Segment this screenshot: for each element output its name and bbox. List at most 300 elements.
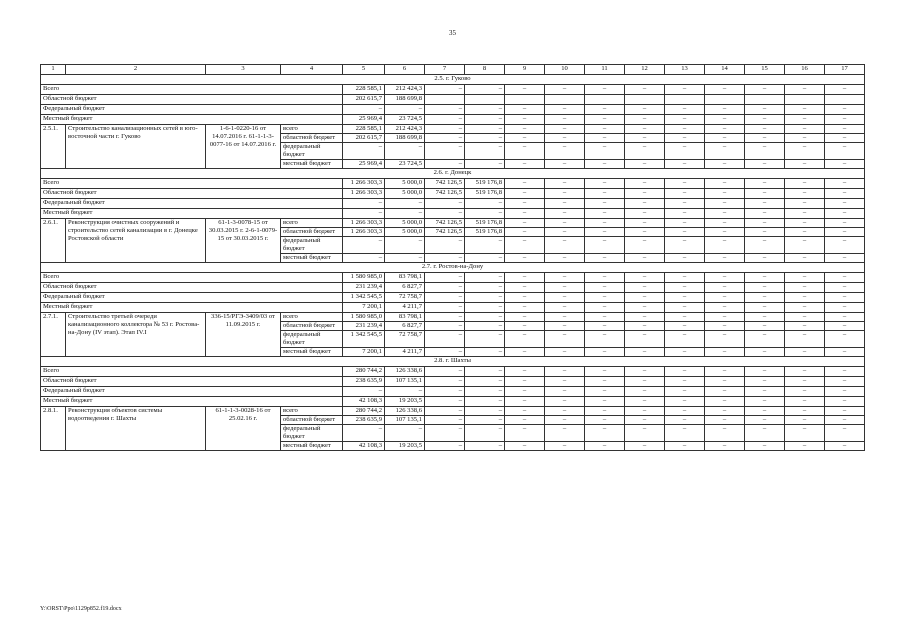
value-cell: – [465,313,505,322]
value-cell: – [625,407,665,416]
value-cell: 5 000,0 [385,179,425,189]
total-label: Федеральный бюджет [41,387,343,397]
value-cell: – [625,303,665,313]
item-name: Реконструкция очистных сооружений и строительство сетей канализации в г. Донецке Ростовской области [66,219,206,263]
value-cell: – [425,293,465,303]
value-cell: 202 615,7 [343,134,385,143]
value-cell: – [825,209,865,219]
value-cell: – [825,254,865,263]
value-cell: – [465,348,505,357]
budget-kind: местный бюджет [281,160,343,169]
value-cell: 1 266 303,3 [343,189,385,199]
value-cell: – [425,115,465,125]
value-cell: 42 108,3 [343,442,385,451]
budget-kind: федеральный бюджет [281,143,343,160]
value-cell: – [705,254,745,263]
section-title: 2.5. г. Гуково [41,75,865,85]
value-cell: – [745,322,785,331]
value-cell: – [705,105,745,115]
value-cell: – [625,442,665,451]
value-cell: – [665,125,705,134]
value-cell: – [343,254,385,263]
value-cell: – [585,209,625,219]
value-cell [825,95,865,105]
value-cell: – [625,313,665,322]
value-cell: – [505,407,545,416]
value-cell: – [343,143,385,160]
section-title-row [41,357,865,367]
value-cell: 42 108,3 [343,397,385,407]
section-title: 2.8. г. Шахты [41,357,865,367]
value-cell: – [825,322,865,331]
value-cell: – [745,228,785,237]
value-cell: – [785,407,825,416]
value-cell: – [745,303,785,313]
value-cell: 19 203,5 [385,397,425,407]
value-cell: – [505,367,545,377]
value-cell: – [465,367,505,377]
value-cell: 280 744,2 [343,407,385,416]
value-cell: – [465,425,505,442]
value-cell: – [705,313,745,322]
value-cell: – [425,397,465,407]
value-cell: – [745,254,785,263]
section-title-row [41,169,865,179]
value-cell: – [625,331,665,348]
value-cell: – [625,237,665,254]
value-cell: – [545,237,585,254]
item-code: 336-15/РГЭ-3409/03 от 11.09.2015 г. [206,313,281,357]
value-cell: – [545,416,585,425]
value-cell: – [665,367,705,377]
section-title-row [41,263,865,273]
value-cell: – [785,219,825,228]
value-cell: 238 635,9 [343,377,385,387]
value-cell: – [825,331,865,348]
value-cell: – [585,367,625,377]
value-cell: 107 135,1 [385,377,425,387]
value-cell: – [785,377,825,387]
value-cell: – [825,397,865,407]
value-cell: – [425,125,465,134]
value-cell: – [745,219,785,228]
value-cell: – [505,293,545,303]
value-cell: – [705,407,745,416]
header-cell: 12 [625,65,665,75]
total-label: Местный бюджет [41,115,343,125]
value-cell: – [585,105,625,115]
value-cell: – [745,283,785,293]
budget-kind: федеральный бюджет [281,331,343,348]
total-label: Федеральный бюджет [41,293,343,303]
value-cell: – [425,377,465,387]
value-cell: – [385,387,425,397]
value-cell: – [545,442,585,451]
value-cell: – [585,273,625,283]
value-cell: – [825,237,865,254]
total-row [41,179,865,189]
value-cell: – [825,442,865,451]
value-cell: – [745,199,785,209]
value-cell: – [665,254,705,263]
value-cell: – [745,85,785,95]
value-cell: – [625,348,665,357]
value-cell: – [785,125,825,134]
value-cell: 83 798,1 [385,273,425,283]
value-cell: – [505,143,545,160]
value-cell: – [785,179,825,189]
total-label: Федеральный бюджет [41,105,343,115]
value-cell: – [585,322,625,331]
value-cell: – [705,303,745,313]
value-cell: – [505,387,545,397]
value-cell: – [545,425,585,442]
value-cell: – [465,407,505,416]
value-cell: – [505,189,545,199]
value-cell: – [545,331,585,348]
total-label: Местный бюджет [41,303,343,313]
value-cell: – [505,303,545,313]
value-cell: – [545,254,585,263]
total-label: Федеральный бюджет [41,199,343,209]
value-cell: – [825,416,865,425]
value-cell: – [705,85,745,95]
value-cell: – [385,105,425,115]
value-cell: – [425,143,465,160]
value-cell: – [505,442,545,451]
value-cell: 5 000,0 [385,189,425,199]
value-cell: – [745,331,785,348]
value-cell: – [785,273,825,283]
value-cell: 231 239,4 [343,283,385,293]
value-cell: – [425,416,465,425]
value-cell [665,95,705,105]
value-cell: – [665,179,705,189]
value-cell: – [785,85,825,95]
value-cell: – [545,377,585,387]
value-cell: – [745,115,785,125]
value-cell: – [825,125,865,134]
value-cell: – [585,425,625,442]
value-cell: – [505,134,545,143]
value-cell: – [665,303,705,313]
value-cell: – [545,199,585,209]
value-cell: – [705,219,745,228]
value-cell: – [545,115,585,125]
value-cell: – [343,105,385,115]
value-cell: – [665,273,705,283]
section-title-row [41,75,865,85]
value-cell: 126 338,6 [385,367,425,377]
value-cell: – [465,115,505,125]
value-cell: – [425,387,465,397]
value-cell: – [505,209,545,219]
section-title: 2.6. г. Донецк [41,169,865,179]
header-cell: 2 [66,65,206,75]
value-cell: – [465,331,505,348]
table-body [41,65,865,451]
header-cell: 17 [825,65,865,75]
value-cell: – [785,387,825,397]
value-cell: – [745,416,785,425]
value-cell: – [785,189,825,199]
value-cell: – [625,219,665,228]
value-cell: – [825,283,865,293]
header-cell: 9 [505,65,545,75]
value-cell: – [465,237,505,254]
value-cell: 1 266 303,3 [343,179,385,189]
header-cell: 5 [343,65,385,75]
value-cell: – [465,416,505,425]
value-cell: – [825,160,865,169]
item-name: Реконструкция объектов системы водоотведения г. Шахты [66,407,206,451]
value-cell [425,95,465,105]
item-number: 2.6.1. [41,219,66,263]
total-label: Местный бюджет [41,397,343,407]
value-cell: – [825,293,865,303]
header-row [41,65,865,75]
value-cell: – [505,219,545,228]
total-row [41,377,865,387]
value-cell: 188 699,8 [385,134,425,143]
value-cell: – [385,209,425,219]
value-cell: – [625,416,665,425]
value-cell: – [705,273,745,283]
value-cell: – [665,283,705,293]
item-code: 61-1-3-0078-15 от 30.03.2015 г. 2-6-1-0079-15 от 30.03.2015 г. [206,219,281,263]
value-cell: – [745,209,785,219]
value-cell: – [785,416,825,425]
value-cell: 7 200,1 [343,348,385,357]
value-cell: – [705,160,745,169]
value-cell: – [665,331,705,348]
total-label: Местный бюджет [41,209,343,219]
value-cell: – [665,416,705,425]
value-cell: – [585,348,625,357]
item-number: 2.5.1. [41,125,66,169]
value-cell: – [585,303,625,313]
value-cell: 1 580 985,0 [343,273,385,283]
value-cell: – [343,237,385,254]
value-cell: – [665,397,705,407]
value-cell: – [545,348,585,357]
value-cell: – [625,254,665,263]
value-cell: – [425,237,465,254]
value-cell: 5 000,0 [385,228,425,237]
value-cell: – [585,179,625,189]
value-cell: 202 615,7 [343,95,385,105]
value-cell: – [785,293,825,303]
value-cell: – [545,125,585,134]
value-cell: – [785,105,825,115]
value-cell: – [545,367,585,377]
value-cell: – [343,387,385,397]
value-cell: – [825,219,865,228]
value-cell: – [665,387,705,397]
value-cell [505,95,545,105]
value-cell: 1 266 303,3 [343,219,385,228]
value-cell: – [745,442,785,451]
value-cell: 188 699,8 [385,95,425,105]
value-cell: – [625,134,665,143]
value-cell: – [585,387,625,397]
value-cell: – [785,322,825,331]
value-cell: – [625,273,665,283]
value-cell: – [585,219,625,228]
value-cell: 519 176,8 [465,189,505,199]
value-cell: – [505,397,545,407]
value-cell: – [745,134,785,143]
value-cell: 107 135,1 [385,416,425,425]
value-cell: – [625,322,665,331]
value-cell: – [665,377,705,387]
value-cell: – [825,85,865,95]
value-cell: – [465,160,505,169]
value-cell: 126 338,6 [385,407,425,416]
value-cell: 4 211,7 [385,303,425,313]
total-row [41,105,865,115]
value-cell: – [585,85,625,95]
value-cell: 19 203,5 [385,442,425,451]
total-label: Всего [41,85,343,95]
value-cell: – [343,209,385,219]
budget-kind: всего [281,313,343,322]
budget-kind: всего [281,407,343,416]
value-cell: – [785,331,825,348]
value-cell: – [385,143,425,160]
value-cell: – [825,228,865,237]
value-cell: – [505,115,545,125]
budget-kind: федеральный бюджет [281,237,343,254]
value-cell: – [825,313,865,322]
value-cell: – [665,115,705,125]
value-cell: – [625,189,665,199]
value-cell: – [625,377,665,387]
value-cell: – [745,407,785,416]
value-cell: 212 424,3 [385,85,425,95]
value-cell: – [505,331,545,348]
budget-kind: областной бюджет [281,134,343,143]
header-cell: 8 [465,65,505,75]
value-cell: – [705,134,745,143]
header-cell: 4 [281,65,343,75]
total-label: Всего [41,179,343,189]
value-cell: – [465,397,505,407]
value-cell: – [425,322,465,331]
value-cell: – [665,219,705,228]
footer-path: Y:\ORST\Ppo\1129p852.f19.docx [40,606,122,612]
value-cell: – [545,313,585,322]
value-cell: – [585,416,625,425]
value-cell: – [825,134,865,143]
value-cell: – [665,160,705,169]
value-cell: – [585,331,625,348]
value-cell: – [465,199,505,209]
value-cell: – [785,283,825,293]
value-cell: 1 580 985,0 [343,313,385,322]
value-cell: – [705,331,745,348]
value-cell: – [785,115,825,125]
value-cell: 72 758,7 [385,331,425,348]
value-cell: – [745,179,785,189]
value-cell: – [625,105,665,115]
value-cell: – [585,228,625,237]
value-cell: – [625,397,665,407]
value-cell: – [665,189,705,199]
value-cell: – [625,293,665,303]
item-row [41,407,865,416]
value-cell: – [545,407,585,416]
value-cell: – [465,105,505,115]
value-cell [545,95,585,105]
value-cell: – [505,416,545,425]
value-cell: 742 126,5 [425,228,465,237]
item-code: 1-6-1-0220-16 от 14.07.2016 г. 61-1-1-3-0077-16 от 14.07.2016 г. [206,125,281,169]
value-cell: – [425,134,465,143]
value-cell: – [825,303,865,313]
value-cell: – [785,209,825,219]
value-cell: – [825,367,865,377]
value-cell: – [785,303,825,313]
value-cell: – [465,254,505,263]
total-label: Всего [41,273,343,283]
value-cell: 25 969,4 [343,115,385,125]
value-cell: – [425,199,465,209]
value-cell: – [625,367,665,377]
value-cell: – [465,283,505,293]
total-row [41,189,865,199]
value-cell: – [465,209,505,219]
header-cell: 15 [745,65,785,75]
value-cell: – [705,322,745,331]
value-cell: – [825,407,865,416]
item-name: Строительство третьей очереди канализационного коллектора № 53 г. Ростова-на-Дону (IV этап). Этап IV.I [66,313,206,357]
value-cell: – [745,377,785,387]
value-cell: – [665,105,705,115]
total-row [41,303,865,313]
value-cell: – [825,189,865,199]
value-cell: – [745,387,785,397]
value-cell: – [665,199,705,209]
value-cell: – [625,143,665,160]
header-cell: 6 [385,65,425,75]
value-cell: – [705,387,745,397]
value-cell: – [465,85,505,95]
total-row [41,115,865,125]
value-cell: – [745,293,785,303]
value-cell: – [545,219,585,228]
value-cell: – [665,313,705,322]
value-cell: – [785,397,825,407]
value-cell: – [705,283,745,293]
value-cell: 23 724,5 [385,160,425,169]
value-cell: – [665,134,705,143]
item-code: 61-1-1-3-0028-16 от 25.02.16 г. [206,407,281,451]
budget-kind: федеральный бюджет [281,425,343,442]
value-cell: – [785,348,825,357]
item-name: Строительство канализационных сетей в юго-восточной части г. Гуково [66,125,206,169]
value-cell: – [825,348,865,357]
item-number: 2.8.1. [41,407,66,451]
value-cell: – [625,125,665,134]
total-row [41,85,865,95]
value-cell: 4 211,7 [385,348,425,357]
total-label: Областной бюджет [41,377,343,387]
value-cell: – [585,377,625,387]
header-cell: 14 [705,65,745,75]
value-cell: – [745,273,785,283]
header-cell: 7 [425,65,465,75]
